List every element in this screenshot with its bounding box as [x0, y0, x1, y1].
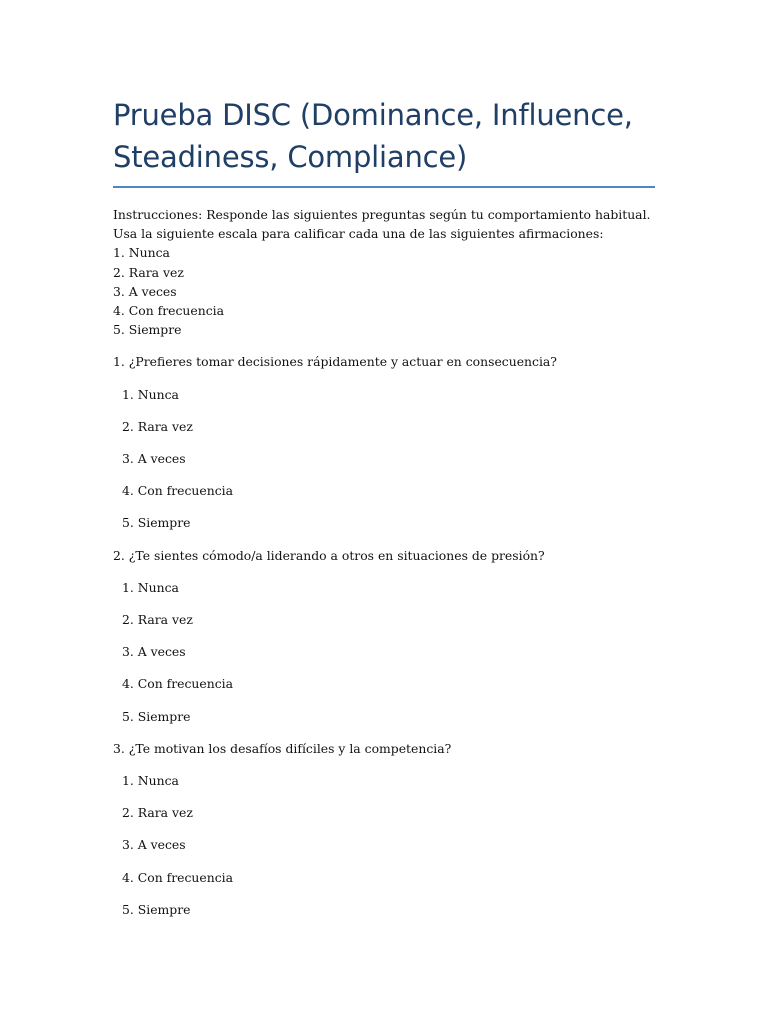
question-2-option-2: 2. Rara vez	[122, 612, 193, 628]
question-2-option-5: 5. Siempre	[122, 708, 191, 724]
instructions-text: Instrucciones: Responde las siguientes preguntas según tu comportamiento habitual. Usa la siguiente escala para calificar cada una de las siguientes afirmaciones:	[113, 207, 651, 242]
question-3-option-5: 5. Siempre	[122, 901, 191, 917]
question-1-option-5: 5. Siempre	[122, 515, 191, 531]
question-1-option-1: 1. Nunca	[122, 386, 179, 402]
document-title: Prueba DISC (Dominance, Influence, Steadiness, Compliance)	[113, 98, 633, 174]
question-block-2	[113, 546, 655, 726]
scale-item-4: 4. Con frecuencia	[113, 303, 224, 319]
question-block-3	[113, 739, 655, 919]
scale-item-3: 3. A veces	[113, 283, 177, 299]
question-block-1	[113, 352, 655, 532]
question-2-option-4: 4. Con frecuencia	[122, 676, 233, 692]
question-3-option-4: 4. Con frecuencia	[122, 869, 233, 885]
scale-item-5: 5. Siempre	[113, 322, 182, 338]
question-1-option-3: 3. A veces	[122, 451, 186, 467]
question-1-option-2: 2. Rara vez	[122, 418, 193, 434]
question-2-option-1: 1. Nunca	[122, 579, 179, 595]
question-2-option-3: 3. A veces	[122, 644, 186, 660]
question-3-option-1: 1. Nunca	[122, 773, 179, 789]
question-1: 1. ¿Prefieres tomar decisiones rápidamente y actuar en consecuencia?	[113, 354, 557, 370]
title-divider	[113, 186, 655, 188]
question-3: 3. ¿Te motivan los desafíos difíciles y la competencia?	[113, 740, 452, 756]
question-1-option-4: 4. Con frecuencia	[122, 483, 233, 499]
instructions-block	[113, 205, 655, 339]
question-2: 2. ¿Te sientes cómodo/a liderando a otros en situaciones de presión?	[113, 547, 545, 563]
document-page	[113, 94, 655, 919]
scale-item-2: 2. Rara vez	[113, 264, 184, 280]
question-3-option-2: 2. Rara vez	[122, 805, 193, 821]
question-3-option-3: 3. A veces	[122, 837, 186, 853]
scale-item-1: 1. Nunca	[113, 245, 170, 261]
